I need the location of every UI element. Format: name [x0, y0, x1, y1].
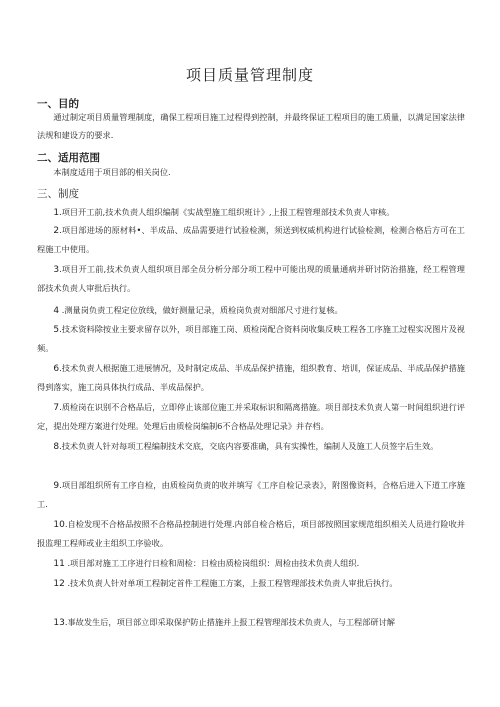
- section-heading-purpose: 一、目的: [37, 98, 79, 110]
- rule-text: .项目部进场的原材料•、半成品、成品需要进行试验检测，须送到权威机构进行试验检测，检测合格后方可在工程施工中使用。: [37, 225, 465, 254]
- rule-number: 2: [53, 226, 60, 236]
- rule-text: .技术负责人根据施工进展情况，及时制定成品、半成品保护措施，组织教育、培训，保证成品、半成品保护措施得到落实，施工岗具体执行成品、半成品保护。: [37, 363, 465, 392]
- rule-text: .技术资料除按业主要求留存以外，项目部施工岗、质检岗配合资料岗收集反映工程各工序施工过程实况图片及视频。: [37, 324, 465, 353]
- rule-item: [37, 555, 465, 574]
- rule-text: .质检岗在识别不合格品后，立即停止该部位施工并采取标识和隔离措施。项目部技术负责人第一时间组织进行评定，提出处理方案进行处理。处理后由质检岗编制6不合格品处理记录》并存档。: [37, 402, 465, 431]
- rule-number: 10: [53, 520, 65, 530]
- rule-item: [37, 222, 465, 258]
- rule-number: 3: [53, 265, 60, 275]
- section-heading-rules: 三、制度: [37, 188, 79, 200]
- rule-number: 1: [53, 208, 60, 218]
- section-body-purpose: 通过制定项目质量管理制度，确保工程项目施工过程得到控制，并最终保证工程项目的施工质量，以满足国家法律法规和建设方的要求.: [37, 112, 465, 140]
- rule-item: [37, 399, 465, 435]
- rule-item: [37, 477, 465, 513]
- rule-text: .测量岗负责工程定位放线，做好测量记录，质检岗负责对细部尺寸进行复核。: [59, 305, 343, 315]
- rule-text: .技术负责人针对每项工程编制技术交底，交底内容要准确，具有实操性，编制人及施工人员签字后生效。: [59, 441, 439, 451]
- rule-text: .项目部组织所有工序自检，由质检岗负责的收并填写《工序自检记录表》，附图像资料，合格后进入下道工序施工.: [37, 480, 465, 509]
- rule-item: [37, 302, 465, 321]
- rule-text: .项目开工前,技术负责人组织编制《实战型施工组织班计》,上报工程管理部技术负责人审核。: [59, 207, 395, 217]
- rule-item: [37, 204, 465, 223]
- rule-item: [37, 261, 465, 297]
- rule-number: 12: [53, 579, 65, 589]
- rule-item: [37, 516, 465, 552]
- rule-text: .技术负责人针对单项工程制定首件工程施工方案，上报工程管理部技术负责人审批后执行。: [64, 578, 398, 588]
- rule-number: 4: [53, 306, 60, 316]
- rule-number: 7: [53, 403, 60, 413]
- rule-item: [37, 360, 465, 396]
- rule-text: .事故发生后，项目部立即采取保护防止措施并上报工程管理部技术负责人，与工程部研讨解: [64, 617, 395, 627]
- rule-number: 8: [53, 442, 60, 452]
- rule-item: [37, 575, 465, 594]
- section-heading-scope: 二、适用范围: [37, 152, 100, 164]
- rule-number: 9: [53, 481, 60, 491]
- rule-number: 6: [53, 364, 60, 374]
- rule-text: .项目开工前,技术负责人组织项目部全员分析分部分项工程中可能出现的质量通病并研讨防治措施，经工程管理部技术负责人审批后执行。: [37, 264, 465, 293]
- rule-text: .项目部对施工工序进行日检和周检：日检由质检岗组织：周检由技术负责人组织.: [64, 558, 360, 568]
- rule-number: 5: [53, 325, 60, 335]
- section-body-scope: 本制度适用于项目部的相关岗位.: [53, 167, 171, 177]
- rule-item: [37, 614, 465, 633]
- rule-number: 13: [53, 618, 65, 628]
- rule-item: [37, 321, 465, 357]
- rule-text: .自检发现不合格品按照不合格品控制进行处理.内部自检合格后，项目部按照国家规范组织相关人员进行险收并报监理工程师或业主组织工序验收。: [37, 519, 465, 548]
- rule-number: 11: [53, 559, 65, 569]
- rule-item: [37, 438, 465, 457]
- document-title: 项目质量管理制度: [185, 66, 314, 84]
